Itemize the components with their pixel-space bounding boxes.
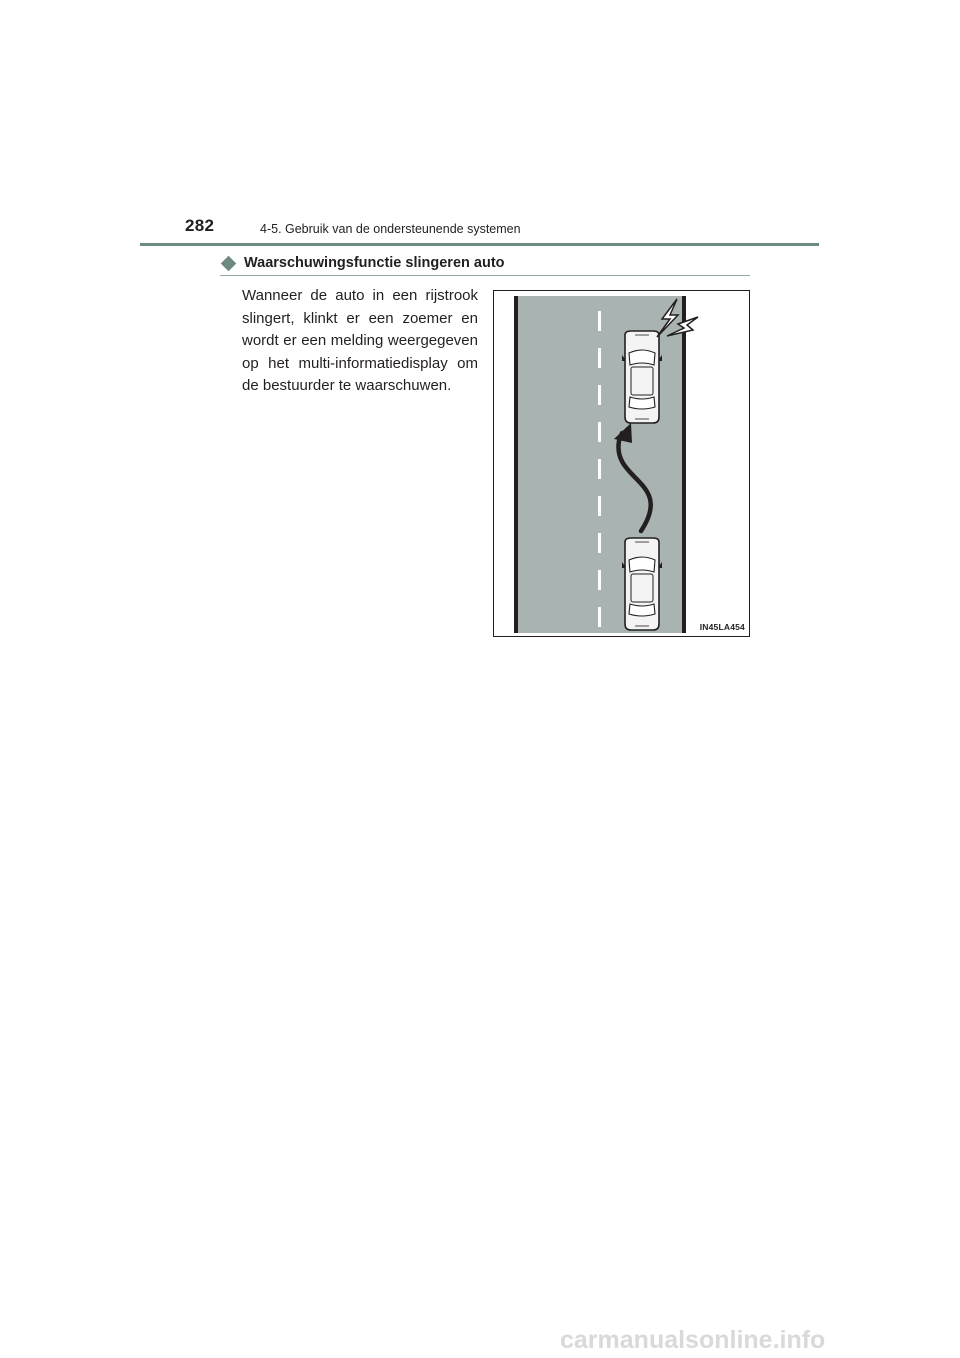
right-edge-line bbox=[682, 296, 686, 633]
heading-divider bbox=[220, 275, 750, 276]
road-diagram bbox=[494, 291, 751, 638]
body-paragraph: Wanneer de auto in een rijstrook slingert, klinkt er een zoemer en wordt er een melding weergegeven op het multi-informatiedisplay om de bestuurder te waarschuwen. bbox=[242, 287, 478, 394]
left-edge-line bbox=[514, 296, 518, 633]
diamond-bullet-icon bbox=[221, 255, 237, 271]
section-title: 4-5. Gebruik van de ondersteunende systemen bbox=[260, 222, 521, 236]
center-dashed-line bbox=[598, 311, 601, 627]
figure-code: IN45LA454 bbox=[699, 622, 745, 632]
car-top-icon bbox=[622, 331, 662, 423]
lane-sway-illustration bbox=[493, 290, 750, 637]
watermark-text: carmanualsonline.info bbox=[560, 1326, 826, 1354]
subsection-heading bbox=[220, 255, 750, 271]
heading-text: Waarschuwingsfunctie slingeren auto bbox=[244, 255, 505, 271]
page-number: 282 bbox=[185, 216, 215, 235]
header-divider bbox=[140, 243, 819, 246]
car-bottom-icon bbox=[622, 538, 662, 630]
